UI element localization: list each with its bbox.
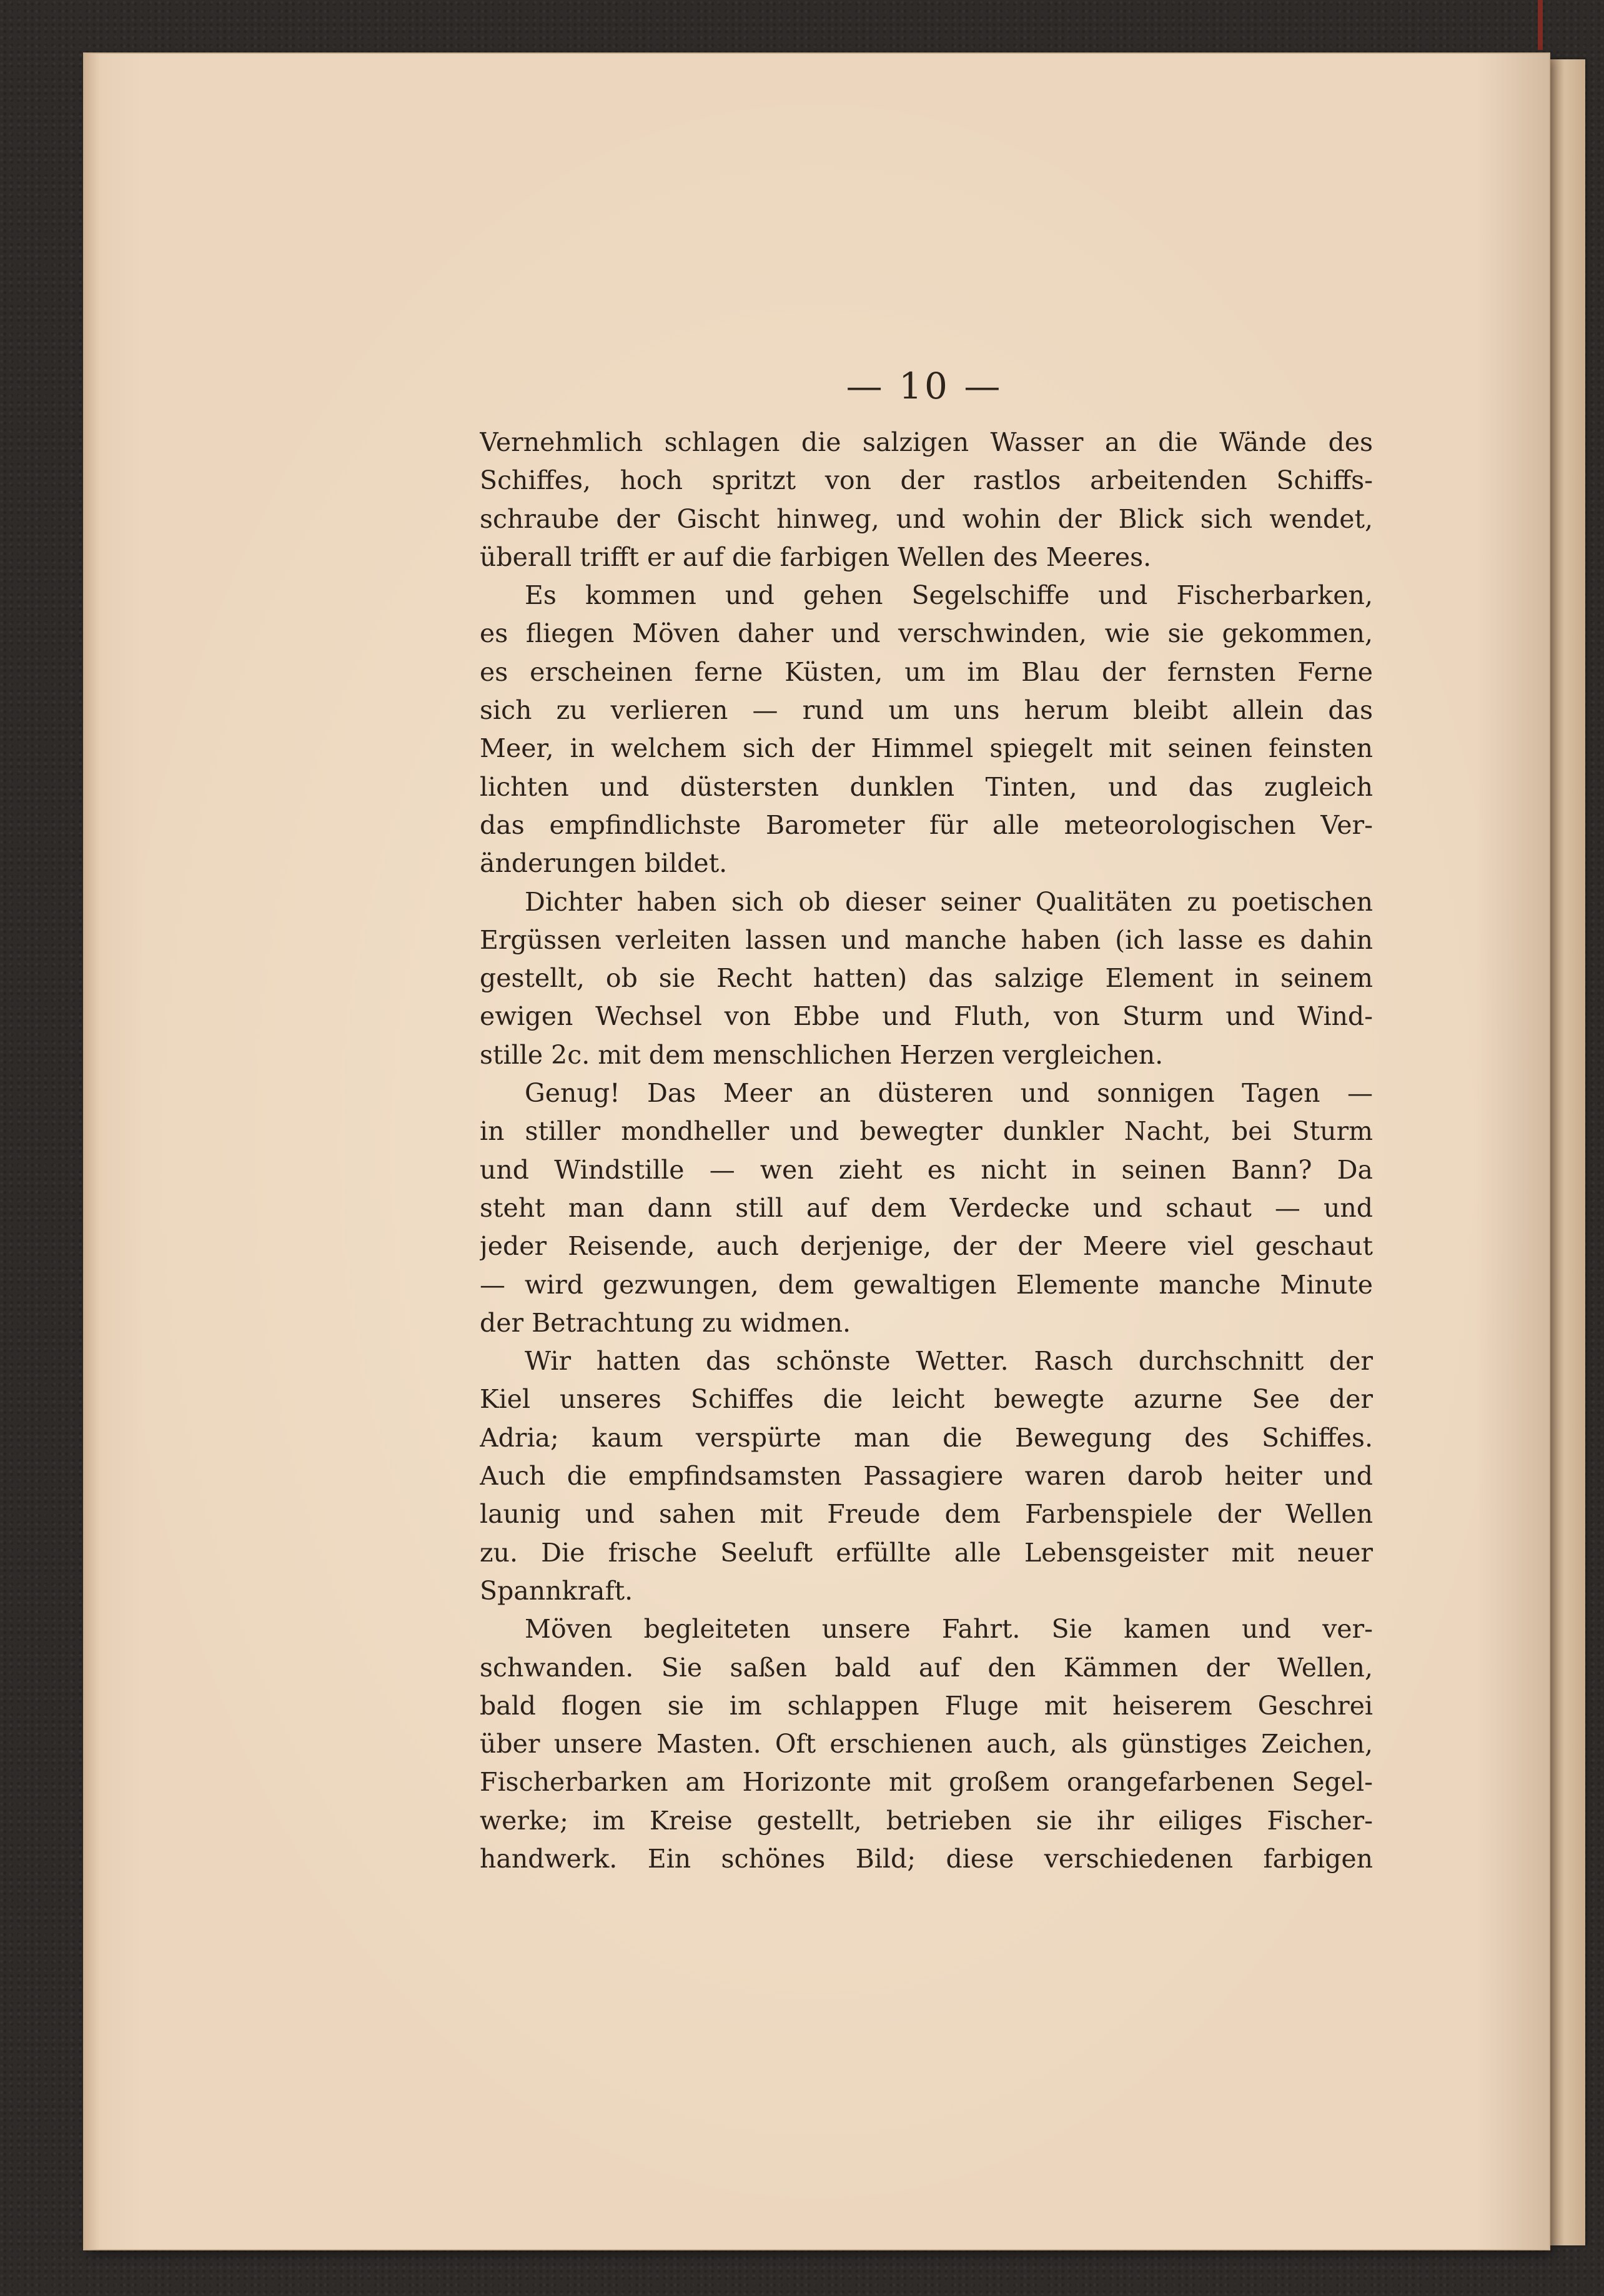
bookmark-tab — [1538, 0, 1543, 50]
text-line: das empfindlichste Barometer für alle meteorologischen Ver- — [480, 809, 1373, 840]
text-line: Vernehmlich schlagen die salzigen Wasser an die Wände des — [480, 427, 1373, 457]
text-line: Fischerbarken am Horizonte mit großem orangefarbenen Segel- — [480, 1767, 1373, 1798]
text-line: Schiffes, hoch spritzt von der rastlos arbeitenden Schiffs- — [480, 465, 1373, 496]
text-line: — wird gezwungen, dem gewaltigen Elemente manche Minute — [480, 1269, 1373, 1300]
text-line: zu. Die frische Seeluft erfüllte alle Lebensgeister mit neuer — [480, 1537, 1373, 1568]
text-line: über unsere Masten. Oft erschienen auch, als günstiges Zeichen, — [480, 1729, 1373, 1759]
text-line: änderungen bildet. — [480, 848, 728, 879]
text-line: Spannkraft. — [480, 1575, 633, 1606]
paragraph — [480, 1074, 1373, 1342]
paragraph — [480, 1342, 1373, 1610]
text-line: bald flogen sie im schlappen Fluge mit heiserem Geschrei — [480, 1690, 1373, 1721]
text-line: schwanden. Sie saßen bald auf den Kämmen der Wellen, — [480, 1652, 1373, 1683]
text-line: Dichter haben sich ob dieser seiner Qualitäten zu poetischen — [525, 886, 1373, 917]
paragraph — [480, 423, 1373, 576]
paragraph — [480, 1610, 1373, 1878]
page-number: — 10 — — [846, 365, 1003, 407]
text-line: und Windstille — wen zieht es nicht in seinen Bann? Da — [480, 1154, 1373, 1185]
text-line: ewigen Wechsel von Ebbe und Fluth, von Sturm und Wind- — [480, 1001, 1373, 1032]
text-line: Adria; kaum verspürte man die Bewegung des Schiffes. — [480, 1422, 1373, 1453]
text-line: stille 2c. mit dem menschlichen Herzen vergleichen. — [480, 1039, 1164, 1070]
text-line: Wir hatten das schönste Wetter. Rasch durchschnitt der — [525, 1346, 1373, 1377]
text-line: lichten und düstersten dunklen Tinten, und das zugleich — [480, 771, 1373, 802]
text-line: launig und sahen mit Freude dem Farbenspiele der Wellen — [480, 1499, 1373, 1530]
text-line: sich zu verlieren — rund um uns herum bleibt allein das — [480, 695, 1373, 726]
text-line: es fliegen Möven daher und verschwinden, wie sie gekommen, — [480, 618, 1373, 649]
adjacent-page-edge — [1550, 59, 1585, 2245]
text-line: der Betrachtung zu widmen. — [480, 1307, 851, 1338]
paragraph — [480, 576, 1373, 883]
text-line: schraube der Gischt hinweg, und wohin der Blick sich wendet, — [480, 503, 1373, 534]
text-line: überall trifft er auf die farbigen Wellen des Meeres. — [480, 542, 1152, 572]
text-line: handwerk. Ein schönes Bild; diese verschiedenen farbigen — [480, 1843, 1373, 1874]
paragraph — [480, 883, 1373, 1074]
text-line: Genug! Das Meer an düsteren und sonnigen Tagen — — [525, 1078, 1373, 1109]
text-line: Meer, in welchem sich der Himmel spiegelt mit seinen feinsten — [480, 733, 1373, 764]
text-line: Ergüssen verleiten lassen und manche haben (ich lasse es dahin — [480, 924, 1373, 955]
text-line: steht man dann still auf dem Verdecke und schaut — und — [480, 1192, 1373, 1223]
text-line: in stiller mondheller und bewegter dunkler Nacht, bei Sturm — [480, 1116, 1373, 1147]
text-line: Auch die empfindsamsten Passagiere waren darob heiter und — [480, 1461, 1373, 1492]
text-line: jeder Reisende, auch derjenige, der der Meere viel geschaut — [480, 1231, 1373, 1262]
text-line: Kiel unseres Schiffes die leicht bewegte azurne See der — [480, 1384, 1373, 1415]
text-line: gestellt, ob sie Recht hatten) das salzige Element in seinem — [480, 963, 1373, 994]
text-line: Möven begleiteten unsere Fahrt. Sie kamen und ver- — [525, 1614, 1373, 1645]
body-text — [480, 423, 1373, 1878]
text-line: werke; im Kreise gestellt, betrieben sie ihr eiliges Fischer- — [480, 1805, 1373, 1836]
text-line: es erscheinen ferne Küsten, um im Blau der fernsten Ferne — [480, 656, 1373, 687]
text-line: Es kommen und gehen Segelschiffe und Fischerbarken, — [525, 580, 1373, 611]
